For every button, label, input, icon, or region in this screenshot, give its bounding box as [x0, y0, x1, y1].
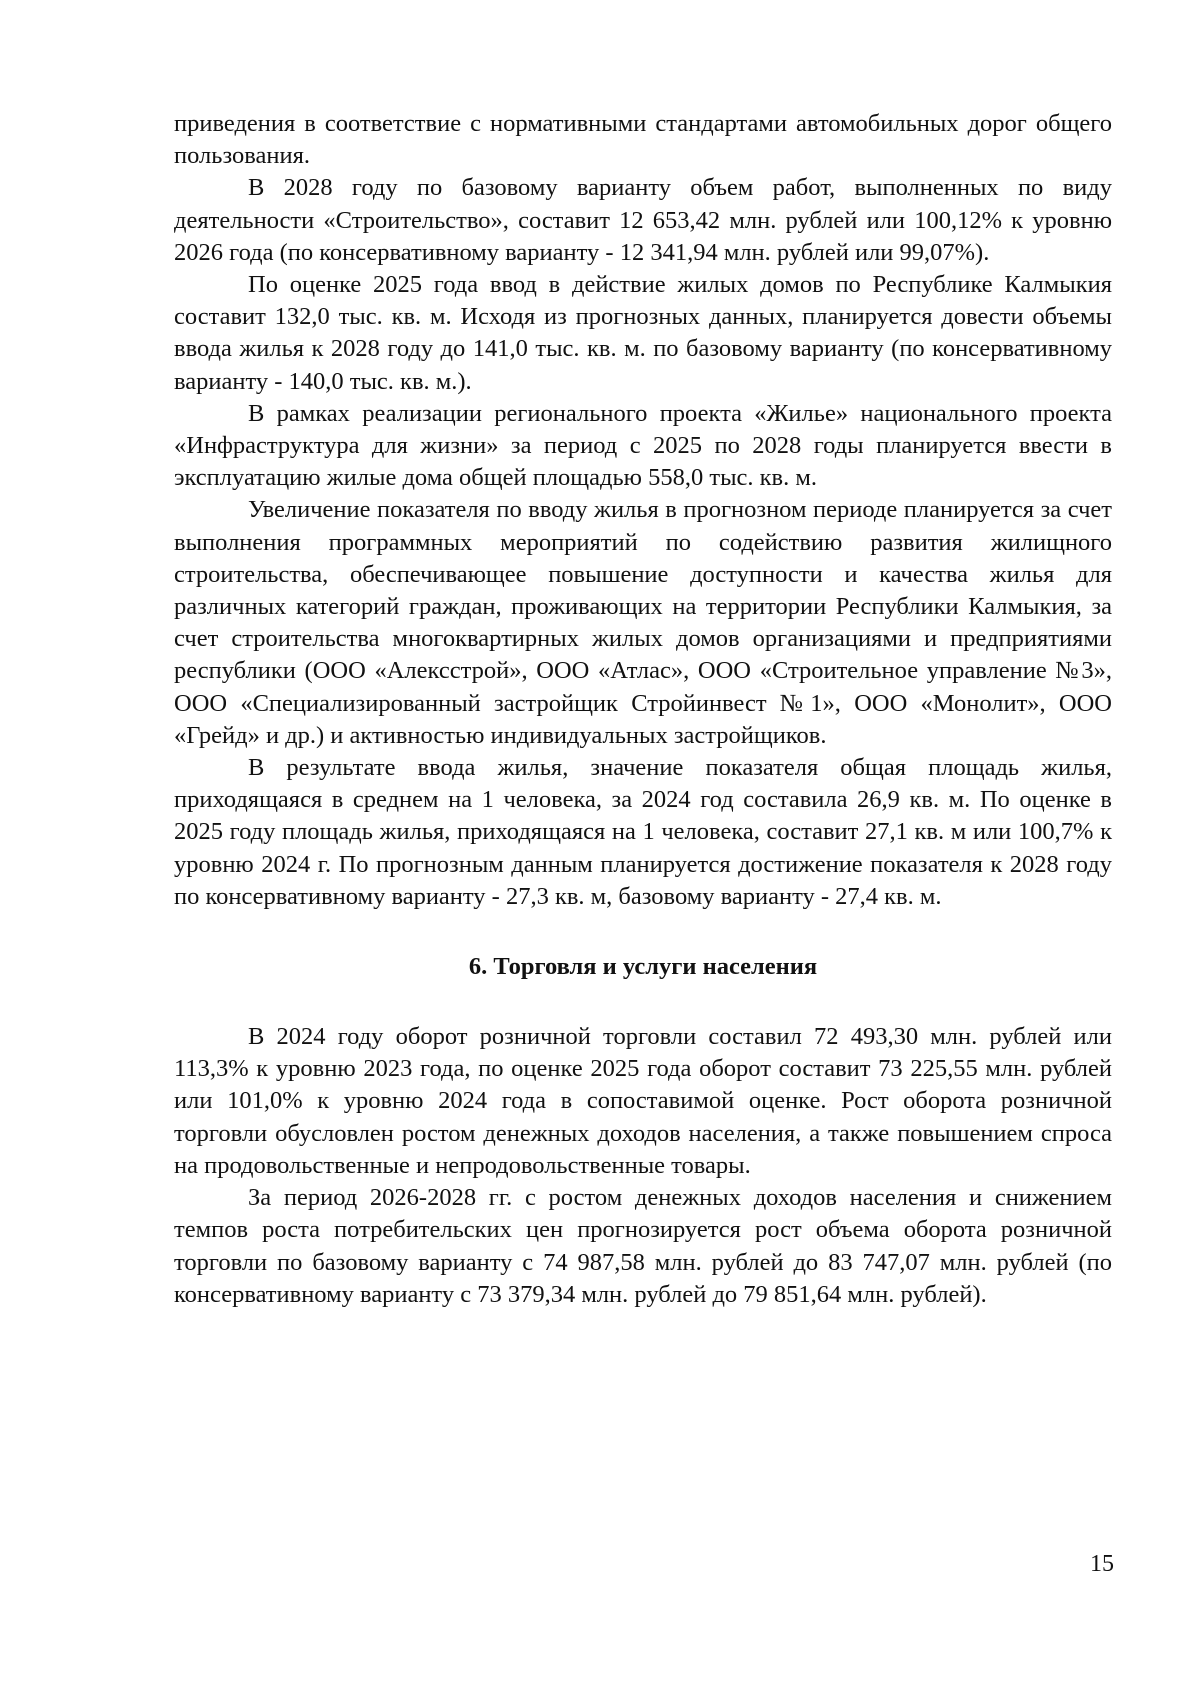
- paragraph-living-space: В результате ввода жилья, значение показателя общая площадь жилья, приходящаяся в среднем на 1 человека, за 2024 год составила 26,9 кв. м. По оценке в 2025 году площадь жилья, приходящаяся на 1 человека, составит 27,1 кв. м или 100,7% к уровню 2024 г. По прогнозным данным планируется достижение показателя к 2028 году по консервативному варианту - 27,3 кв. м, базовому варианту - 27,4 кв. м.: [174, 754, 1112, 910]
- document-body: [174, 108, 1112, 1311]
- paragraph-regional-project: В рамках реализации регионального проекта «Жилье» национального проекта «Инфраструктура для жизни» за период с 2025 по 2028 годы планируется ввести в эксплуатацию жилые дома общей площадью 558,0 тыс. кв. м.: [174, 399, 1112, 492]
- page-number: 15: [1090, 1551, 1114, 1577]
- paragraph-housing-increase: Увеличение показателя по вводу жилья в прогнозном периоде планируется за счет выполнения программных мероприятий по содействию развития жилищного строительства, обеспечивающее повышение доступности и качества жилья для различных категорий граждан, проживающих на территории Республики Калмыкия, за счет строительства многоквартирных жилых домов организациями и предприятиями республики (ООО «Алексстрой», ООО «Атлас», ООО «Строительное управление №3», ООО «Специализированный застройщик Стройинвест №1», ООО «Монолит», ООО «Грейд» и др.) и активностью индивидуальных застройщиков.: [174, 496, 1112, 749]
- paragraph-retail-forecast: За период 2026-2028 гг. с ростом денежных доходов населения и снижением темпов роста потребительских цен прогнозируется рост объема оборота розничной торговли по базовому варианту с 74 987,58 млн. рублей до 83 747,07 млн. рублей (по консервативному варианту с 73 379,34 млн. рублей до 79 851,64 млн. рублей).: [174, 1184, 1112, 1308]
- section-heading-trade: 6. Торговля и услуги населения: [468, 953, 818, 981]
- paragraph-retail-turnover: В 2024 году оборот розничной торговли составил 72 493,30 млн. рублей или 113,3% к уровню 2023 года, по оценке 2025 года оборот составит 73 225,55 млн. рублей или 101,0% к уровню 2024 года в сопоставимой оценке. Рост оборота розничной торговли обусловлен ростом денежных доходов населения, а также повышением спроса на продовольственные и непродовольственные товары.: [174, 1023, 1112, 1179]
- paragraph-housing-commissioning: По оценке 2025 года ввод в действие жилых домов по Республике Калмыкия составит 132,0 тыс. кв. м. Исходя из прогнозных данных, планируется довести объемы ввода жилья к 2028 году до 141,0 тыс. кв. м. по базовому варианту (по консервативному варианту - 140,0 тыс. кв. м.).: [174, 271, 1112, 395]
- paragraph-construction-volume: В 2028 году по базовому варианту объем работ, выполненных по виду деятельности «Строительство», составит 12 653,42 млн. рублей или 100,12% к уровню 2026 года (по консервативному варианту - 12 341,94 млн. рублей или 99,07%).: [174, 174, 1112, 266]
- paragraph-road-standards: приведения в соответствие с нормативными стандартами автомобильных дорог общего пользования.: [174, 110, 1112, 170]
